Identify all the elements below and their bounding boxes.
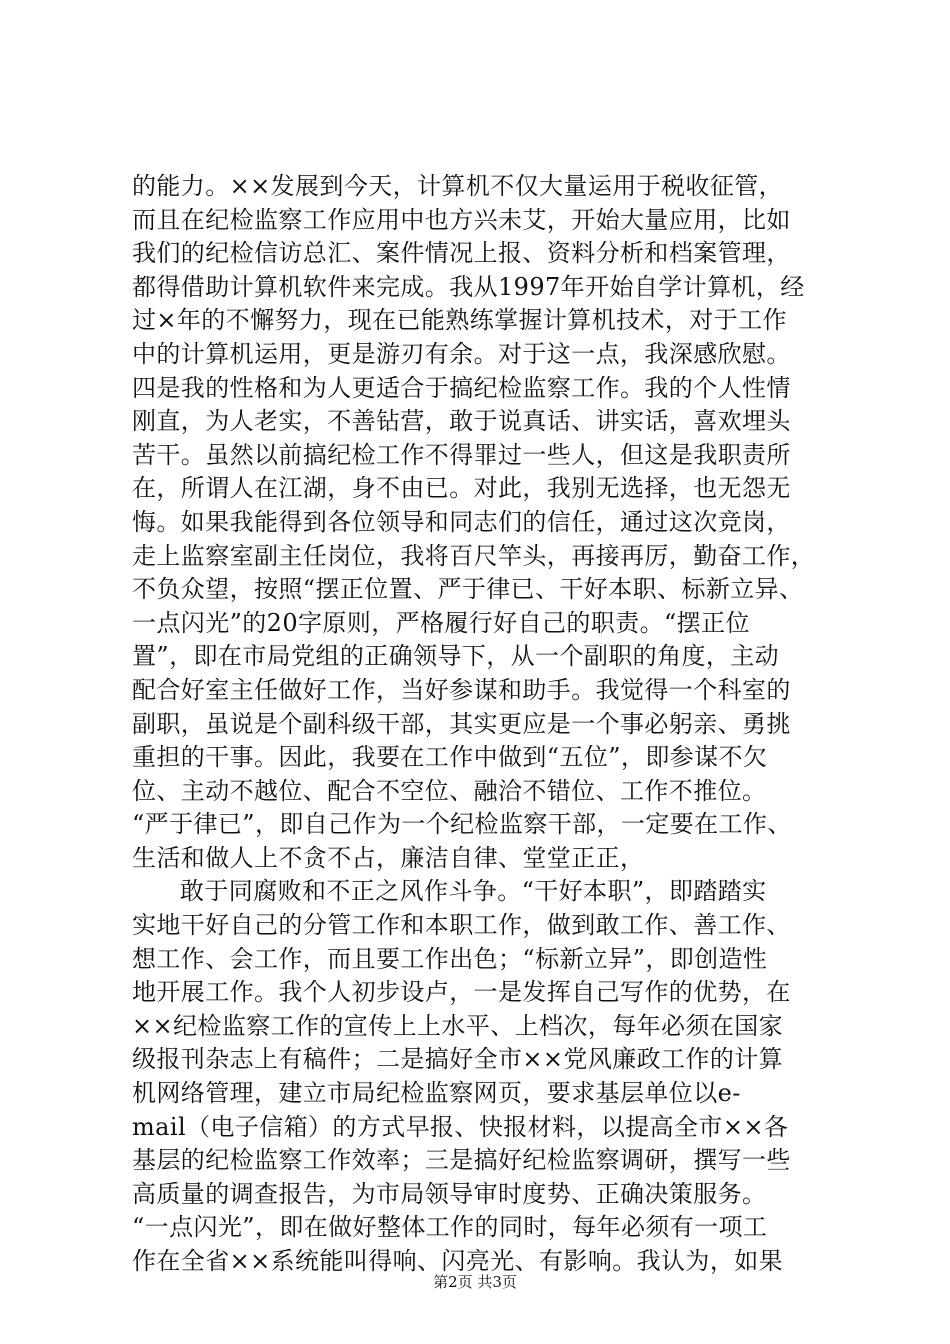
text-line: 置”，即在市局党组的正确领导下，从一个副职的角度，主动 <box>132 642 780 671</box>
text-line: “一点闪光”，即在做好整体工作的同时，每年必须有一项工 <box>132 1213 768 1242</box>
text-line: 苦干。虽然以前搞纪检工作不得罪过一些人，但这是我职责所 <box>132 440 791 469</box>
text-line: 在，所谓人在江湖，身不由已。对此，我别无选择，也无怨无 <box>132 474 791 503</box>
body-text <box>132 170 832 1279</box>
text-line: 都得借助计算机软件来完成。我从1997年开始自学计算机，经 <box>132 272 805 301</box>
text-line: 过×年的不懈努力，现在已能熟练掌握计算机技术，对于工作 <box>132 306 787 335</box>
text-line: 想工作、会工作，而且要工作出色；“标新立异”，即创造性 <box>132 944 768 973</box>
text-line: 机网络管理，建立市局纪检监察网页，要求基层单位以e- <box>132 1079 741 1108</box>
text-line: 悔。如果我能得到各位领导和同志们的信任，通过这次竞岗， <box>132 507 791 536</box>
text-line: 四是我的性格和为人更适合于搞纪检监察工作。我的个人性情 <box>132 373 791 402</box>
text-line: 实地干好自己的分管工作和本职工作，做到敢工作、善工作、 <box>132 911 791 940</box>
text-line: ××纪检监察工作的宣传上上水平、上档次，每年必须在国家 <box>132 1011 784 1040</box>
text-line: 高质量的调查报告，为市局领导审时度势、正确决策服务。 <box>132 1179 767 1208</box>
text-line: 地开展工作。我个人初步设卢，一是发挥自己写作的优势，在 <box>132 978 791 1007</box>
text-line: 配合好室主任做好工作，当好参谋和助手。我觉得一个科室的 <box>132 675 791 704</box>
text-line: 而且在纪检监察工作应用中也方兴未艾，开始大量应用，比如 <box>132 205 791 234</box>
text-line: 刚直，为人老实，不善钻营，敢于说真话、讲实话，喜欢埋头 <box>132 407 791 436</box>
text-line: 的能力。××发展到今天，计算机不仅大量运用于税收征管， <box>132 172 784 200</box>
text-line: 位、主动不越位、配合不空位、融洽不错位、工作不推位。 <box>132 776 767 805</box>
text-line: mail（电子信箱）的方式早报、快报材料，以提高全市××各 <box>132 1112 789 1141</box>
text-line: 级报刊杂志上有稿件；二是搞好全市××党风廉政工作的计算 <box>132 1045 784 1074</box>
text-line: 不负众望，按照“摆正位置、严于律已、干好本职、标新立异、 <box>132 575 804 604</box>
text-line: 重担的干事。因此，我要在工作中做到“五位”，即参谋不欠 <box>132 743 768 772</box>
text-line: 走上监察室副主任岗位，我将百尺竿头，再接再厉，勤奋工作， <box>132 541 816 570</box>
text-line: 副职，虽说是个副科级干部，其实更应是一个事必躬亲、勇挑 <box>132 709 791 738</box>
text-line: 我们的纪检信访总汇、案件情况上报、资料分析和档案管理， <box>132 239 791 268</box>
text-line: 一点闪光”的20字原则，严格履行好自己的职责。“摆正位 <box>132 608 750 637</box>
paragraph-start-line: 敢于同腐败和不正之风作斗争。“干好本职”，即踏踏实 <box>180 877 767 906</box>
page-footer: 第2页 共3页 <box>433 1273 517 1291</box>
text-line: “严于律已”，即自己作为一个纪检监察干部，一定要在工作、 <box>132 810 792 839</box>
text-line: 中的计算机运用，更是游刃有余。对于这一点，我深感欣慰。 <box>132 339 791 368</box>
text-line: 生活和做人上不贪不占，廉洁自律、堂堂正正， <box>132 843 645 872</box>
text-line: 作在全省××系统能叫得响、闪亮光、有影响。我认为，如果 <box>132 1247 784 1275</box>
text-line: 基层的纪检监察工作效率；三是搞好纪检监察调研，撰写一些 <box>132 1146 791 1175</box>
